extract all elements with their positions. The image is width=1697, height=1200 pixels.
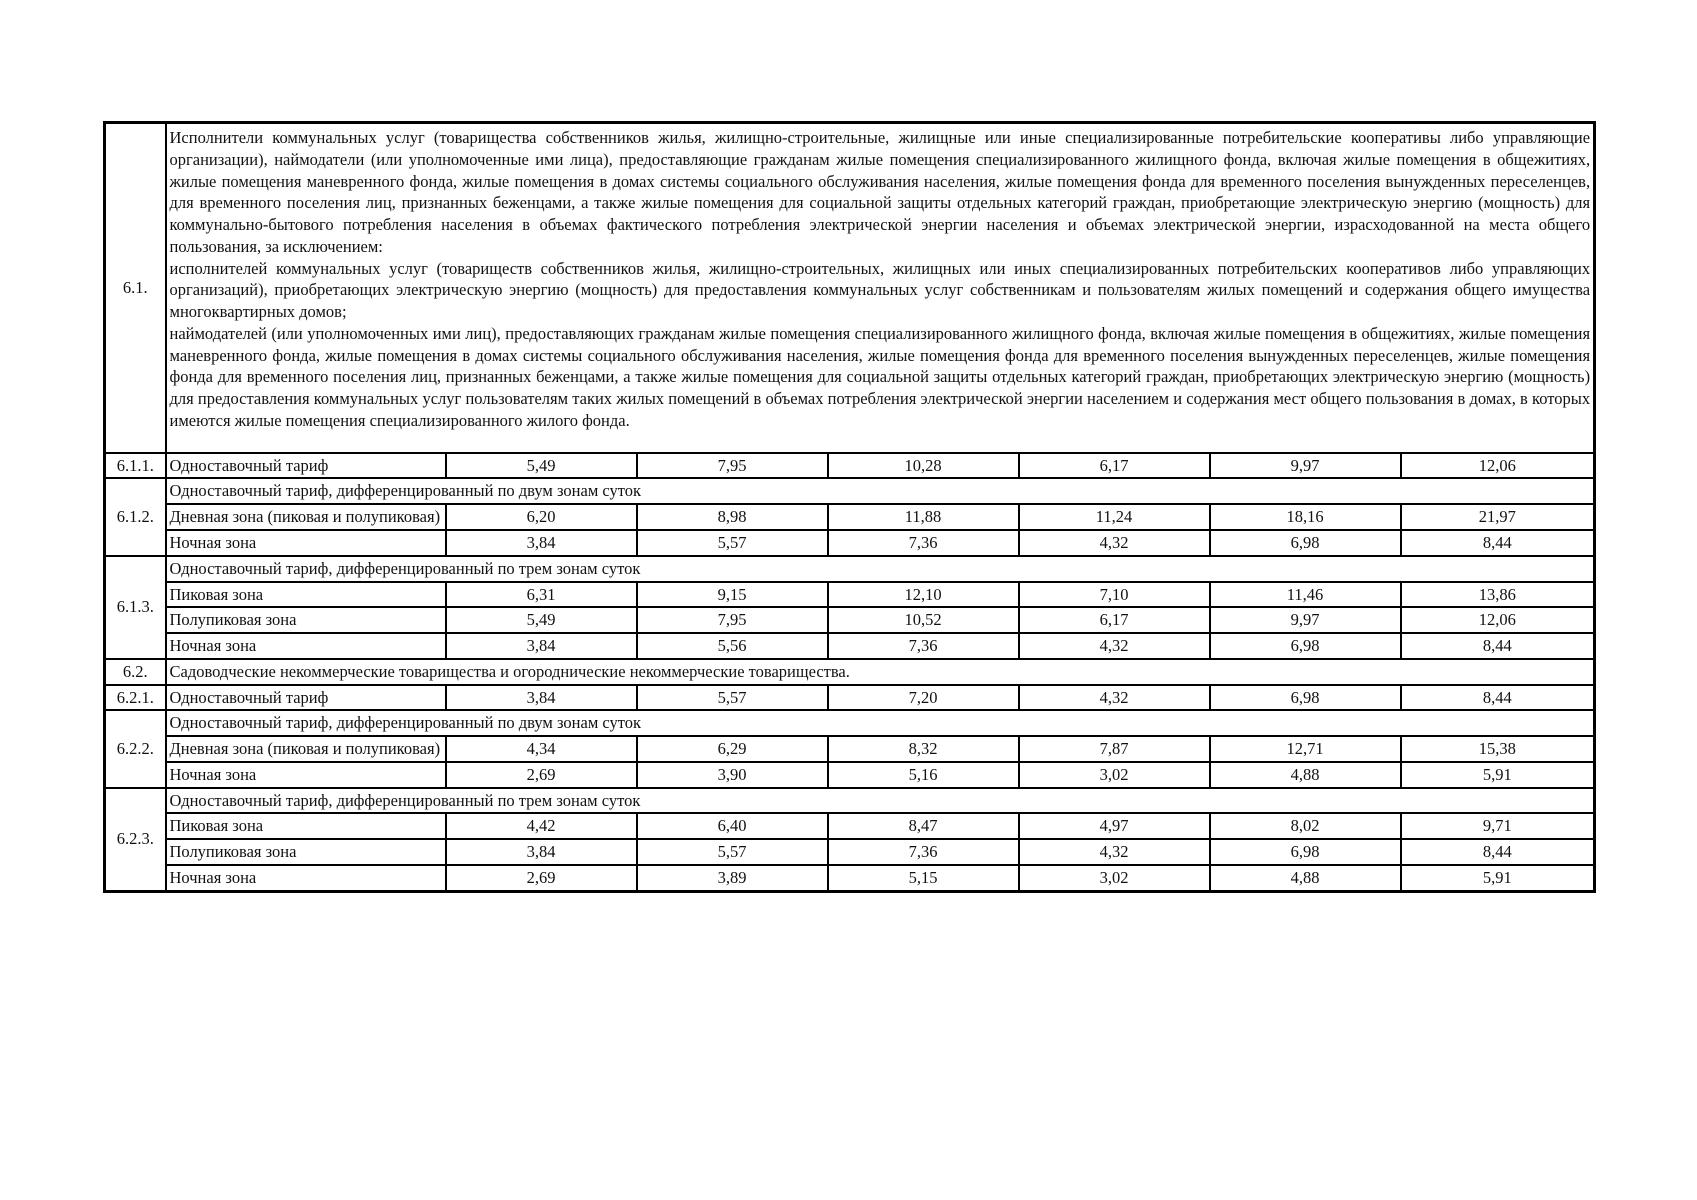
row-6-2-3-peak [105,813,1595,839]
tariff-value: 4,32 [1019,839,1210,865]
zone-label: Полупиковая зона [166,607,446,633]
tariff-group-header: Одноставочный тариф, дифференцированный по двум зонам суток [166,710,1595,736]
row-6-1-2-day [105,504,1595,530]
tariff-value: 4,34 [446,736,637,762]
tariff-value: 5,57 [637,839,828,865]
tariff-value: 12,06 [1401,607,1595,633]
row-6-1 [105,123,1595,453]
tariff-value: 6,40 [637,813,828,839]
tariff-group-header: Одноставочный тариф, дифференцированный по двум зонам суток [166,478,1595,504]
tariff-value: 5,49 [446,453,637,479]
tariff-value: 4,97 [1019,813,1210,839]
row-6-2-3-semi [105,839,1595,865]
tariff-value: 4,32 [1019,685,1210,711]
row-number: 6.1.1. [105,453,166,479]
tariff-value: 10,52 [828,607,1019,633]
tariff-value: 6,98 [1210,685,1401,711]
tariff-value: 9,15 [637,582,828,608]
tariff-value: 13,86 [1401,582,1595,608]
row-6-1-3-header [105,556,1595,582]
tariff-value: 3,84 [446,839,637,865]
zone-label: Пиковая зона [166,813,446,839]
row-6-2-2-header [105,710,1595,736]
tariff-value: 8,98 [637,504,828,530]
row-number: 6.2.2. [105,710,166,787]
tariff-value: 3,02 [1019,865,1210,891]
tariff-value: 7,95 [637,607,828,633]
tariff-value: 8,02 [1210,813,1401,839]
tariff-value: 2,69 [446,865,637,891]
tariff-value: 4,88 [1210,762,1401,788]
zone-label: Ночная зона [166,865,446,891]
tariff-value: 4,32 [1019,633,1210,659]
tariff-value: 6,17 [1019,607,1210,633]
row-6-1-2-night [105,530,1595,556]
zone-label: Ночная зона [166,530,446,556]
tariff-value: 21,97 [1401,504,1595,530]
tariff-value: 15,38 [1401,736,1595,762]
tariff-value: 5,16 [828,762,1019,788]
tariff-value: 7,36 [828,839,1019,865]
section-description: Садоводческие некоммерческие товарищества и огороднические некоммерческие товарищества. [166,659,1595,685]
row-6-2-1 [105,685,1595,711]
row-6-2 [105,659,1595,685]
tariff-table [103,121,1596,893]
tariff-label: Одноставочный тариф [166,685,446,711]
tariff-value: 6,98 [1210,530,1401,556]
tariff-value: 4,88 [1210,865,1401,891]
tariff-value: 12,06 [1401,453,1595,479]
tariff-value: 3,84 [446,530,637,556]
tariff-value: 11,24 [1019,504,1210,530]
tariff-value: 3,90 [637,762,828,788]
row-number: 6.1.3. [105,556,166,659]
tariff-value: 7,36 [828,530,1019,556]
tariff-value: 10,28 [828,453,1019,479]
tariff-value: 6,98 [1210,633,1401,659]
tariff-value: 6,98 [1210,839,1401,865]
description-paragraph: Исполнители коммунальных услуг (товарищества собственников жилья, жилищно-строительные, жилищные или иные специализированные потребительские кооперативы либо управляющие организации), наймодатели (или уполномоченные ими лица), предоставляющие гражданам жилые помещения специализированного жилищного фонда, включая жилые помещения в общежитиях, жилые помещения маневренного фонда, жилые помещения в домах системы социального обслуживания населения, жилые помещения фонда для временного поселения вынужденных переселенцев, для временного поселения лиц, признанных беженцами, а также жилые помещения для социальной защиты отдельных категорий граждан, приобретающие электрическую энергию (мощность) для коммунально-бытового потребления населения в объемах фактического потребления электрической энергии населения и объемах электрической энергии, израсходованной на места общего пользования, за исключением: [169,128,1591,256]
tariff-label: Одноставочный тариф [166,453,446,479]
tariff-value: 3,89 [637,865,828,891]
tariff-value: 5,56 [637,633,828,659]
tariff-value: 8,47 [828,813,1019,839]
tariff-value: 11,88 [828,504,1019,530]
tariff-value: 3,84 [446,633,637,659]
description-paragraph: исполнителей коммунальных услуг (товариществ собственников жилья, жилищно-строительных, жилищных или иных специализированных потребительских кооперативов либо управляющих организаций), приобретающих электрическую энергию (мощность) для предоставления коммунальных услуг собственникам и пользователям жилых помещений и содержания общего имущества многоквартирных домов; [169,258,1591,322]
tariff-value: 4,32 [1019,530,1210,556]
tariff-value: 7,10 [1019,582,1210,608]
zone-label: Дневная зона (пиковая и полупиковая) [166,504,446,530]
tariff-value: 2,69 [446,762,637,788]
zone-label: Дневная зона (пиковая и полупиковая) [166,736,446,762]
tariff-value: 7,20 [828,685,1019,711]
row-number: 6.1.2. [105,478,166,555]
tariff-value: 5,15 [828,865,1019,891]
zone-label: Пиковая зона [166,582,446,608]
tariff-value: 8,32 [828,736,1019,762]
tariff-value: 3,02 [1019,762,1210,788]
tariff-value: 3,84 [446,685,637,711]
row-number: 6.2. [105,659,166,685]
tariff-value: 7,36 [828,633,1019,659]
tariff-value: 9,97 [1210,453,1401,479]
row-6-2-3-header [105,788,1595,814]
tariff-value: 18,16 [1210,504,1401,530]
tariff-value: 11,46 [1210,582,1401,608]
tariff-value: 6,29 [637,736,828,762]
row-number: 6.2.1. [105,685,166,711]
tariff-value: 5,57 [637,685,828,711]
row-6-1-1 [105,453,1595,479]
tariff-group-header: Одноставочный тариф, дифференцированный по трем зонам суток [166,788,1595,814]
tariff-value: 7,95 [637,453,828,479]
tariff-value: 9,97 [1210,607,1401,633]
tariff-group-header: Одноставочный тариф, дифференцированный по трем зонам суток [166,556,1595,582]
tariff-value: 7,87 [1019,736,1210,762]
row-number: 6.2.3. [105,788,166,892]
tariff-value: 6,17 [1019,453,1210,479]
row-6-1-3-semi [105,607,1595,633]
tariff-value: 12,71 [1210,736,1401,762]
row-6-2-2-night [105,762,1595,788]
tariff-value: 5,49 [446,607,637,633]
zone-label: Ночная зона [166,762,446,788]
tariff-value: 8,44 [1401,839,1595,865]
zone-label: Ночная зона [166,633,446,659]
tariff-value: 5,91 [1401,762,1595,788]
tariff-value: 5,91 [1401,865,1595,891]
row-6-1-3-night [105,633,1595,659]
row-6-1-3-peak [105,582,1595,608]
tariff-value: 9,71 [1401,813,1595,839]
tariff-value: 8,44 [1401,633,1595,659]
tariff-value: 8,44 [1401,530,1595,556]
row-6-1-2-header [105,478,1595,504]
row-number: 6.1. [105,123,166,453]
zone-label: Полупиковая зона [166,839,446,865]
tariff-value: 4,42 [446,813,637,839]
section-description [166,123,1595,453]
tariff-value: 8,44 [1401,685,1595,711]
tariff-value: 12,10 [828,582,1019,608]
row-6-2-2-day [105,736,1595,762]
row-6-2-3-night [105,865,1595,891]
tariff-value: 6,20 [446,504,637,530]
description-paragraph: наймодателей (или уполномоченных ими лиц), предоставляющих гражданам жилые помещения специализированного жилищного фонда, включая жилые помещения в общежитиях, жилые помещения маневренного фонда, жилые помещения в домах системы социального обслуживания населения, жилые помещения фонда для временного поселения вынужденных переселенцев, жилые помещения фонда для временного поселения лиц, признанных беженцами, а также жилые помещения для социальной защиты отдельных категорий граждан, приобретающих электрическую энергию (мощность) для предоставления коммунальных услуг пользователям таких жилых помещений в объемах потребления электрической энергии населением и содержания мест общего пользования в домах, в которых имеются жилые помещения специализированного жилого фонда. [169,323,1591,430]
tariff-value: 5,57 [637,530,828,556]
tariff-value: 6,31 [446,582,637,608]
